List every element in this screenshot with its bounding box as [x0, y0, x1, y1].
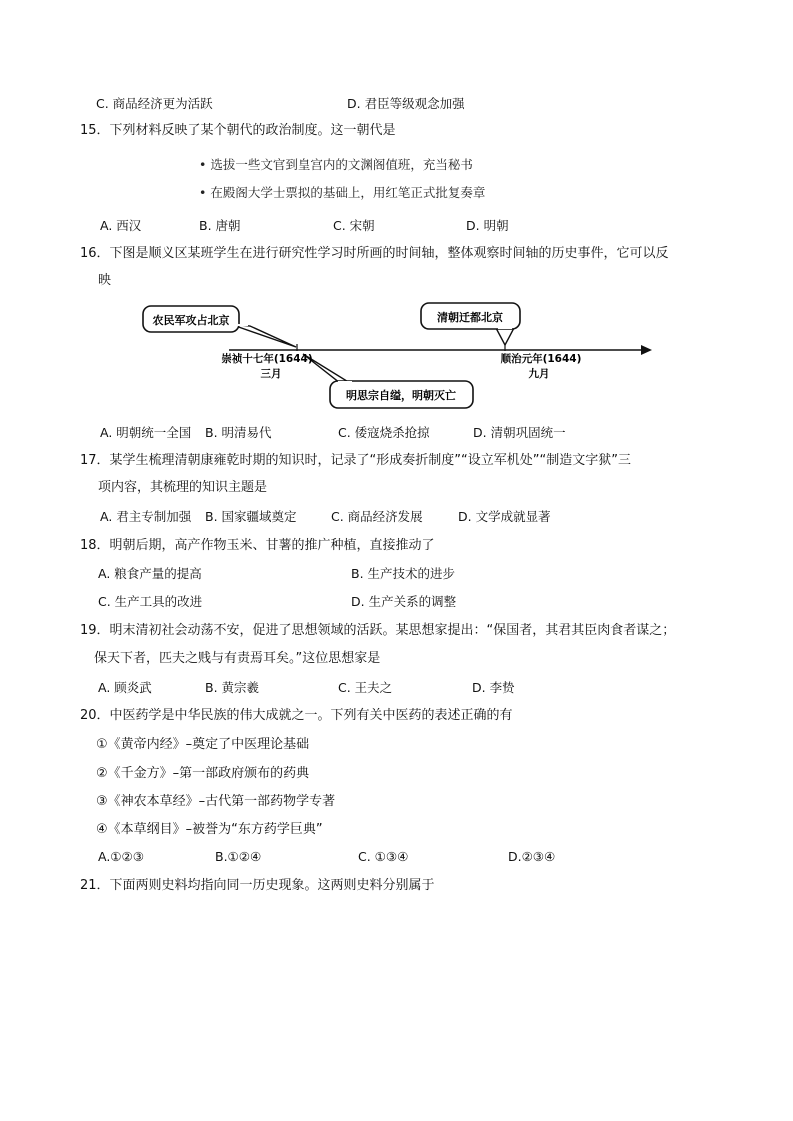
question-20-stem: 20．中医药学是中华民族的伟大成就之一。下列有关中医药的表述正确的有	[80, 708, 513, 723]
q20-option-c: C. ①③④	[358, 849, 409, 864]
q15-bullet-1: • 选拔一些文官到皇宫内的文渊阁值班，充当秘书	[199, 157, 473, 172]
option-d: D. 君臣等级观念加强	[347, 96, 465, 111]
q19-option-c: C. 王夫之	[338, 680, 393, 695]
q18-option-a: A. 粮食产量的提高	[98, 566, 202, 581]
question-21-stem: 21．下面两则史料均指向同一历史现象。这两则史料分别属于	[80, 878, 435, 893]
q20-item-1: ①《黄帝内经》–奠定了中医理论基础	[96, 737, 310, 752]
date-right-line2: 九月	[528, 368, 550, 380]
q19-option-a: A. 顾炎武	[98, 680, 152, 695]
question-17-stem-line1: 17．某学生梳理清朝康雍乾时期的知识时，记录了“形成奏折制度”“设立军机处”“制造文字狱”三	[80, 453, 631, 468]
question-19-stem-line1: 19．明末清初社会动荡不安，促进了思想领域的活跃。某思想家提出：“保国者，其君其臣肉食者谋之；	[80, 623, 676, 638]
callout-left	[143, 306, 296, 347]
q15-option-b: B. 唐朝	[199, 218, 241, 233]
question-16-stem-line1: 16．下图是顺义区某班学生在进行研究性学习时所画的时间轴，整体观察时间轴的历史事件，它可以反	[80, 246, 669, 261]
q16-option-b: B. 明清易代	[205, 425, 272, 440]
callout-right	[421, 303, 520, 345]
q20-option-b: B.①②④	[215, 849, 262, 864]
q19-option-b: B. 黄宗羲	[205, 680, 260, 695]
callout-bottom-text: 明思宗自缢，明朝灭亡	[346, 389, 456, 402]
q15-option-a: A. 西汉	[100, 218, 142, 233]
q17-option-b: B. 国家疆域奠定	[205, 509, 297, 524]
q20-item-2: ②《千金方》–第一部政府颁布的药典	[96, 766, 310, 781]
q16-option-d: D. 清朝巩固统一	[473, 425, 566, 440]
q20-item-3: ③《神农本草经》–古代第一部药物学专著	[96, 794, 336, 809]
date-left-line2: 三月	[260, 368, 282, 380]
option-c: C. 商品经济更为活跃	[96, 96, 213, 111]
q20-option-d: D.②③④	[508, 849, 556, 864]
q15-bullet-2: • 在殿阁大学士票拟的基础上，用红笔正式批复奏章	[199, 185, 486, 200]
q17-option-d: D. 文学成就显著	[458, 509, 551, 524]
q15-option-d: D. 明朝	[466, 218, 509, 233]
q20-item-4: ④《本草纲目》–被誉为“东方药学巨典”	[96, 822, 323, 837]
q19-option-d: D. 李贽	[472, 680, 515, 695]
q20-option-a: A.①②③	[98, 849, 144, 864]
q15-option-c: C. 宋朝	[333, 218, 375, 233]
question-17-stem-line2: 项内容，其梳理的知识主题是	[98, 480, 268, 495]
q17-option-a: A. 君主专制加强	[100, 509, 192, 524]
date-left-line1: 崇祯十七年(1644)	[221, 353, 313, 365]
q16-option-c: C. 倭寇烧杀抢掠	[338, 425, 430, 440]
q18-option-b: B. 生产技术的进步	[351, 566, 456, 581]
question-19-stem-line2: 保天下者，匹夫之贱与有责焉耳矣。”这位思想家是	[94, 651, 381, 666]
q16-option-a: A. 明朝统一全国	[100, 425, 192, 440]
question-15-stem: 15．下列材料反映了某个朝代的政治制度。这一朝代是	[80, 123, 396, 138]
q18-option-d: D. 生产关系的调整	[351, 594, 457, 609]
callout-bottom	[303, 354, 473, 408]
q18-option-c: C. 生产工具的改进	[98, 594, 203, 609]
callout-right-text: 清朝迁都北京	[437, 311, 503, 324]
question-16-stem-line2: 映	[98, 273, 112, 288]
date-right-line1: 顺治元年(1644)	[500, 353, 582, 365]
q17-option-c: C. 商品经济发展	[331, 509, 423, 524]
question-18-stem: 18．明朝后期，高产作物玉米、甘薯的推广种植，直接推动了	[80, 538, 435, 553]
callout-left-text: 农民军攻占北京	[152, 314, 230, 327]
